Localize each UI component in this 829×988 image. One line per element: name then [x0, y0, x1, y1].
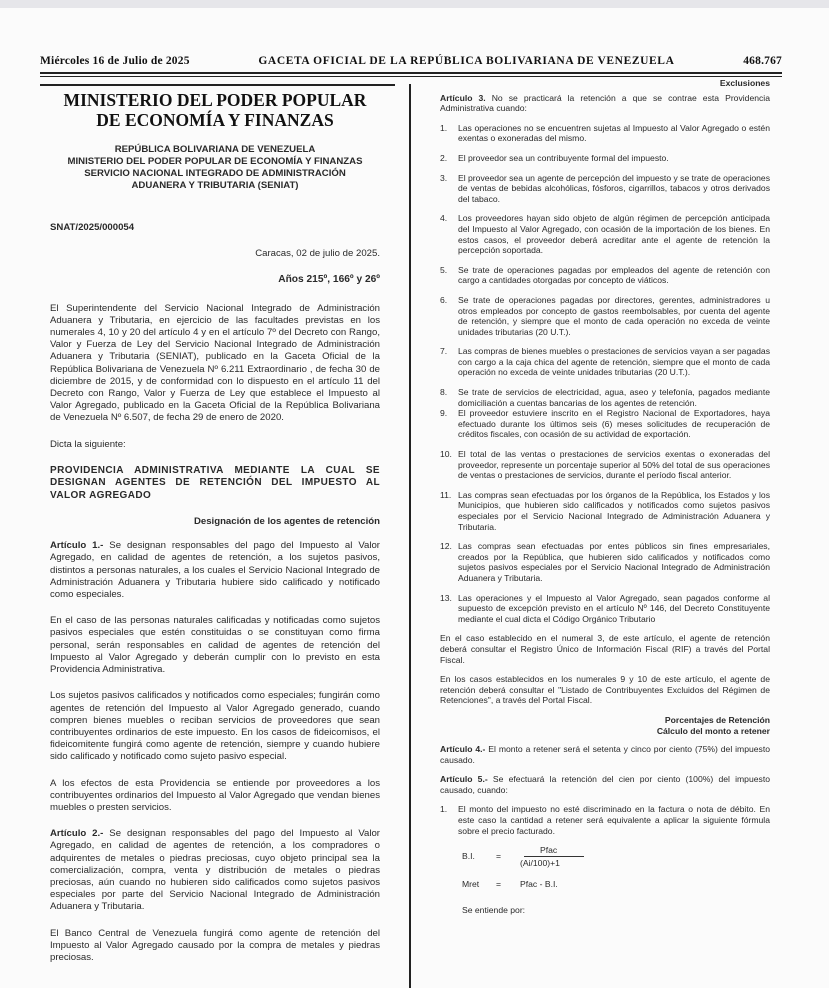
paragraph-sujetos-pasivos: Los sujetos pasivos calificados y notificados como especiales; fungirán como agentes de retención del Impuesto al Valor Agregado generado, cuando compren bienes muebles o reciban servicios de proveedores que sean contribuyentes ordinarios de este impuesto. En los casos de fideicomisos, el fideicomitente fungirá como agente de retención, siempre y cuando hubiere sido calificado y notificado como sujeto pasivo especial. — [50, 690, 380, 763]
list-item — [440, 408, 770, 440]
article-2-label: Artículo 2.- — [50, 828, 104, 840]
article-2 — [50, 828, 380, 913]
retention-formula — [462, 845, 770, 905]
list-item-text: Las compras sean efectuadas por entes públicos sin fines empresariales, creados por la República, que hubieren sido calificados y notificados como sujetos pasivos especiales por el Servicio Nacional Integrado de Administración Aduanera y Tributaria. — [458, 541, 770, 583]
list-item-text: Las compras de bienes muebles o prestaciones de servicios vayan a ser pagadas con cargo a la caja chica del agente de retención, siempre que el monto de cada operación no exceda de veinte unidades tributarias (20 U.T.). — [458, 346, 770, 378]
institution-line: ADUANERA Y TRIBUTARIA (SENIAT) — [131, 180, 299, 191]
list-item — [440, 153, 770, 164]
list-item-number: 1. — [440, 122, 448, 133]
document-reference: SNAT/2025/000054 — [50, 222, 135, 233]
header-page-number: 468.767 — [743, 55, 782, 67]
article-5-list — [440, 804, 770, 836]
list-item-number: 5. — [440, 264, 448, 275]
list-item — [440, 490, 770, 532]
list-item-number: 7. — [440, 346, 448, 357]
list-item-number: 6. — [440, 294, 448, 305]
exclusions-list — [440, 123, 770, 625]
list-item-text: El proveedor estuviere inscrito en el Registro Nacional de Exportadores, haya efectuado durante los últimos seis (6) meses solicitudes de recuperación de créditos fiscales, con ocasión de su actividad de exportación. — [458, 408, 770, 440]
list-item-text: El proveedor sea un agente de percepción del impuesto y se trate de operaciones de ventas de bebidas alcohólicas, fósforos, cigarrillos, tabacos y otros derivados del tabaco. — [458, 172, 770, 204]
list-item-text: El monto del impuesto no esté discriminado en la factura o nota de débito. En este caso la cantidad a retener será equivalente a aplicar la siguiente fórmula sobre el precio facturado. — [458, 804, 770, 836]
list-item-number: 8. — [440, 387, 448, 398]
list-item — [440, 541, 770, 583]
preamble-paragraph: El Superintendente del Servicio Nacional Integrado de Administración Aduanera y Tributaria, en ejercicio de las facultades previstas en los numerales 4, 10 y 20 del artículo 4 y en el artículo 7º del Decreto con Rango, Valor y Fuerza de Ley del Servicio Nacional Integrado de Administración Aduanera y Tributaria (SENIAT), publicado en la Gaceta Oficial de la República Bolivariana de Venezuela Nº 6.211 Extraordinario , de fecha 30 de diciembre de 2015, y de conformidad con lo dispuesto en el artículo 11 del Decreto con Rango, Valor y Fuerza de Ley que establece el Impuesto al Valor Agregado, publicado en la Gaceta Oficial de la República Bolivariana de Venezuela Nº 6.507, de fecha 29 de enero de 2020. — [50, 302, 380, 424]
list-item-number: 13. — [440, 592, 452, 603]
formula-mret-rhs: Pfac - B.I. — [520, 879, 558, 890]
header-rule-thin — [40, 76, 782, 77]
place-date: Caracas, 02 de julio de 2025. — [255, 248, 380, 260]
article-5 — [440, 774, 770, 795]
list-item — [440, 173, 770, 205]
years-line: Años 215º, 166º y 26º — [278, 274, 380, 286]
list-item-number: 11. — [440, 489, 452, 500]
dicta-line: Dicta la siguiente: — [50, 438, 126, 450]
right-column — [440, 78, 770, 916]
ministry-title-line2: DE ECONOMÍA Y FINANZAS — [96, 110, 334, 130]
article-3-text: No se practicará la retención a que se contrae esta Providencia Administrativa cuando: — [440, 92, 770, 114]
institution-line: SERVICIO NACIONAL INTEGRADO DE ADMINISTRACIÓN — [84, 168, 346, 179]
header-date: Miércoles 16 de Julio de 2025 — [40, 55, 190, 67]
section-title-exclusiones: Exclusiones — [719, 78, 770, 88]
list-item-number: 9. — [440, 408, 448, 419]
se-entiende-line: Se entiende por: — [462, 905, 526, 916]
ministry-title-line1: MINISTERIO DEL PODER POPULAR — [63, 90, 367, 110]
formula-equals: = — [496, 879, 502, 890]
list-item-number: 4. — [440, 213, 448, 224]
article-1-text: Se designan responsables del pago del Impuesto al Valor Agregado, en calidad de agentes de retención, a los sujetos pasivos, distintos a personas naturales, a los cuales el Servicio Nacional Integrado de Administración Aduanera y Tributaria hubiere sido calificado y notificado como especiales. — [50, 540, 381, 601]
article-2-text: Se designan responsables del pago del Impuesto al Valor Agregado, en calidad de agentes de retención, a los compradores o adquirentes de metales o piedras preciosas, cuyo objeto principal sea la comercialización, compra, venta y distribución de metales o piedras preciosas, aún cuando no hubieren sido calificados como sujetos pasivos especiales por parte del Servicio Nacional Integrado de Administración Aduanera y Tributaria. — [50, 828, 381, 913]
section-title-porcentajes-line2: Cálculo del monto a retener — [656, 725, 770, 736]
list-item-number: 2. — [440, 152, 448, 163]
section-title-porcentajes-line1: Porcentajes de Retención — [664, 714, 770, 725]
list-item — [440, 804, 770, 836]
article-4-text: El monto a retener será el setenta y cinco por ciento (75%) del impuesto causado. — [440, 744, 770, 765]
list-item-number: 3. — [440, 172, 448, 183]
paragraph-numerales-9-10: En los casos establecidos en los numerales 9 y 10 de este artículo, el agente de retención deberá consultar el "Listado de Contribuyentes Excluidos del Régimen de Retenciones", a través del Portal Fiscal. — [440, 674, 770, 706]
institution-block — [50, 144, 380, 192]
formula-numerator: Pfac — [540, 845, 558, 856]
article-4 — [440, 744, 770, 765]
viewer-top-strip — [0, 0, 829, 8]
list-item-text: El total de las ventas o prestaciones de servicios exentas o exoneradas del proveedor, represente un porcentaje superior al 50% del total de sus operaciones de ventas o prestaciones de servicios, durante el período fiscal anterior. — [458, 449, 770, 481]
list-item-text: Se trate de servicios de electricidad, agua, aseo y telefonía, pagados mediante domiciliación a cuentas bancarias de los agentes de retención. — [458, 387, 770, 408]
header-gazette-title: GACETA OFICIAL DE LA REPÚBLICA BOLIVARIANA DE VENEZUELA — [258, 55, 675, 67]
list-item-text: Las compras sean efectuadas por los órganos de la República, los Estados y los Municipios, que hubieren sido calificados y notificados como sujetos pasivos especiales por el Servicio Nacional Integrado de Administración Aduanera y Tributaria. — [458, 489, 770, 532]
providencia-title: PROVIDENCIA ADMINISTRATIVA MEDIANTE LA CUAL SE DESIGNAN AGENTES DE RETENCIÓN DEL IMPUESTO AL VALOR AGREGADO — [50, 464, 380, 501]
list-item-text: Los proveedores hayan sido objeto de algún régimen de percepción anticipada del Impuesto al Valor Agregado, con ocasión de la importación de los bienes. En estos casos, el proveedor deberá acreditar ante el agente de retención la percepción soportada. — [458, 213, 770, 256]
list-item-text: El proveedor sea un contribuyente formal del impuesto. — [458, 152, 669, 163]
column-divider — [409, 84, 411, 988]
paragraph-proveedores: A los efectos de esta Providencia se entiende por proveedores a los contribuyentes ordinarios del Impuesto al Valor Agregado que vendan bienes muebles o presten servicios. — [50, 777, 380, 813]
article-3 — [440, 93, 770, 114]
left-column — [50, 84, 380, 978]
list-item — [440, 123, 770, 144]
institution-line: MINISTERIO DEL PODER POPULAR DE ECONOMÍA Y FINANZAS — [67, 156, 363, 167]
formula-bi-label: B.I. — [462, 851, 475, 862]
list-item-number: 10. — [440, 449, 452, 460]
list-item — [440, 295, 770, 337]
paragraph-personas-naturales: En el caso de las personas naturales calificadas y notificadas como sujetos pasivos especiales que estén constituidas o se constituyan como firma personal, serán responsables en calidad de agentes de retención del Impuesto al Valor Agregado y deberán cumplir con lo previsto en esta Providencia Administrativa. — [50, 615, 380, 676]
list-item — [440, 213, 770, 255]
list-item — [440, 265, 770, 286]
article-1-label: Artículo 1.- — [50, 540, 104, 552]
section-title-designacion: Designación de los agentes de retención — [193, 516, 380, 528]
list-item-text: Las operaciones no se encuentren sujetas al Impuesto al Valor Agregado o estén exentas o exoneradas del mismo. — [458, 122, 770, 144]
formula-denominator: (Ai/100)+1 — [520, 858, 560, 869]
ministry-title — [50, 90, 380, 130]
article-5-text: Se efectuará la retención del cien por ciento (100%) del impuesto causado, cuando: — [440, 774, 770, 795]
paragraph-numeral-3: En el caso establecido en el numeral 3, de este artículo, el agente de retención deberá consultar el Registro Único de Información Fiscal (RIF) a través del Portal Fiscal. — [440, 633, 770, 665]
article-1 — [50, 540, 380, 601]
list-item-text: Se trate de operaciones pagadas por directores, gerentes, administradores u otros empleados por concepto de gastos reembolsables, por cuenta del agente de retención, y siempre que el monto de cada operación no exceda de veinte unidades tributarias (20 U.T.). — [458, 294, 770, 337]
formula-fraction-bar — [524, 856, 584, 857]
list-item — [440, 449, 770, 481]
list-item-number: 1. — [440, 804, 448, 815]
list-item-number: 12. — [440, 541, 452, 552]
article-5-label: Artículo 5.- — [440, 774, 488, 785]
institution-line: REPÚBLICA BOLIVARIANA DE VENEZUELA — [114, 144, 316, 155]
list-item — [440, 387, 770, 408]
list-item — [440, 346, 770, 378]
list-item — [440, 593, 770, 625]
list-item-text: Las operaciones y el Impuesto al Valor Agregado, sean pagados conforme al supuesto de excepción previsto en el artículo Nº 146, del Decreto Constituyente mediante el cual dicta el Código Orgánico Tributario — [458, 592, 770, 624]
formula-mret-label: Mret — [462, 879, 480, 890]
list-item-text: Se trate de operaciones pagadas por empleados del agente de retención con cargo a cantidades otorgadas por concepto de viáticos. — [458, 264, 770, 286]
formula-equals: = — [496, 851, 502, 862]
article-3-label: Artículo 3. — [440, 92, 486, 103]
section-title-porcentajes — [440, 715, 770, 736]
header-rule — [40, 72, 782, 74]
paragraph-banco-central: El Banco Central de Venezuela fungirá como agente de retención del Impuesto al Valor Agregado causado por la compra de metales y piedras preciosas. — [50, 927, 380, 963]
gazette-header — [40, 55, 782, 67]
article-4-label: Artículo 4.- — [440, 744, 486, 755]
